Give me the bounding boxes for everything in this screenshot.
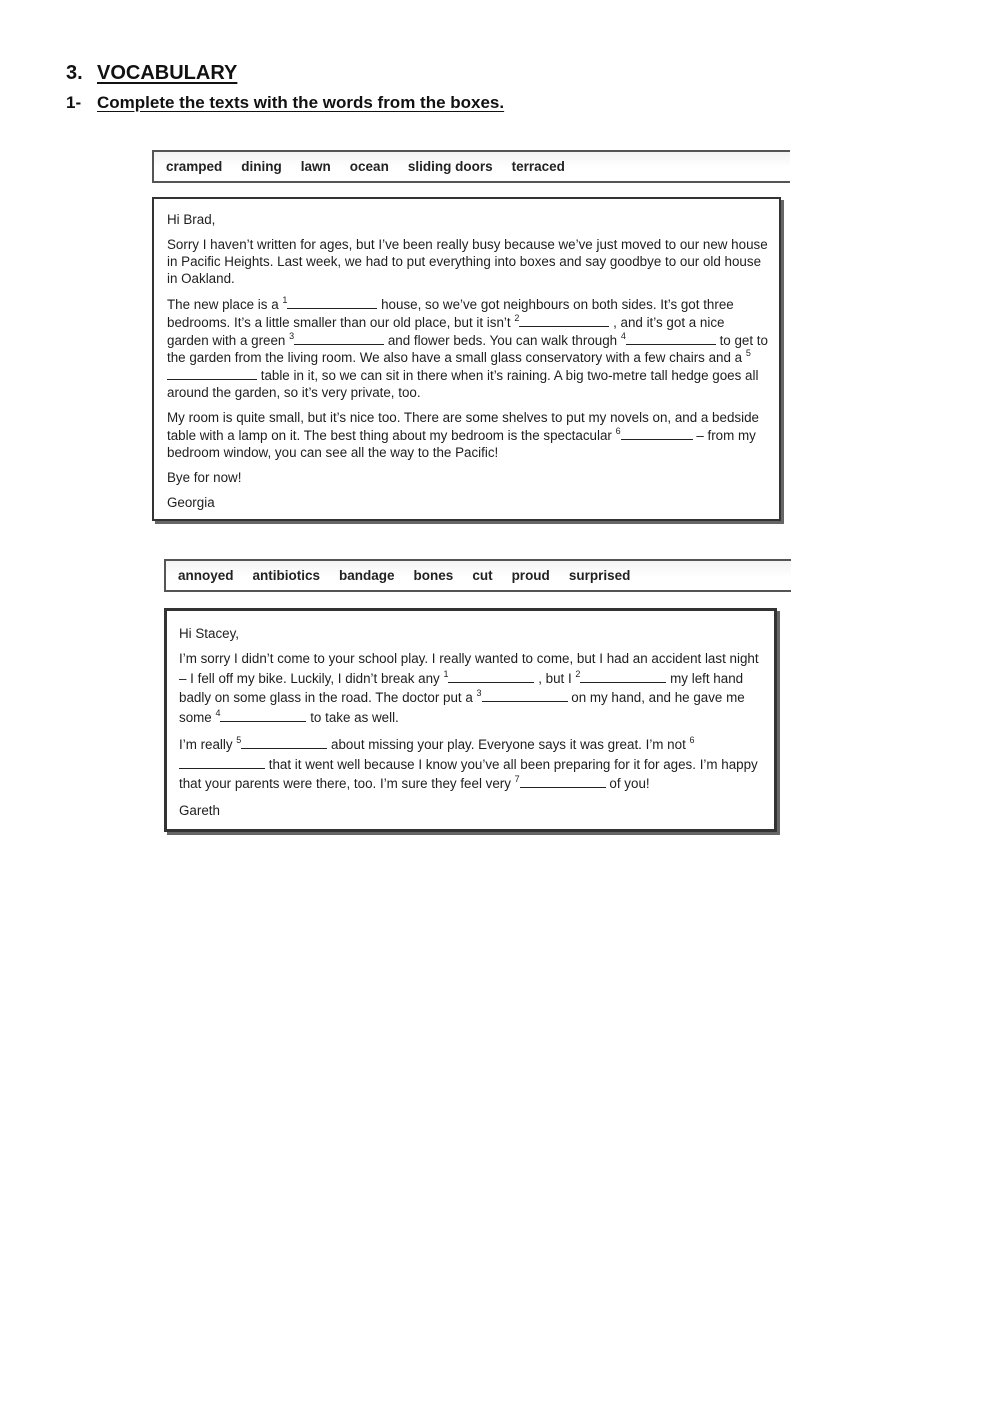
word-box-2-item: bandage (339, 568, 395, 583)
gap-number: 2 (575, 668, 581, 679)
word-box-2-item: surprised (568, 568, 631, 583)
gap-2-blank[interactable] (519, 313, 609, 327)
letter-2 (164, 608, 777, 832)
gap-number: 1 (282, 295, 288, 305)
gap-4-blank[interactable] (220, 708, 306, 722)
gap-number: 4 (215, 707, 221, 718)
gap-6-blank[interactable] (621, 426, 693, 440)
letter-2-paragraph-2: I’m really $^5$ about missing your play. Everyone says it was great. I’m not $^6$ that it went well because I know you’ve all been preparing for it for ages. I’m happy that your parents were there, too. I’m sure they feel very $^7$ of you! (179, 735, 758, 791)
gap-number: 5 (236, 735, 242, 745)
word-box-1 (152, 150, 790, 183)
word-box-2-item: proud (511, 568, 550, 583)
gap-number: 7 (514, 774, 520, 784)
gap-4-blank[interactable] (626, 331, 716, 345)
gap-1-blank[interactable] (287, 295, 377, 309)
word-box-1-item: ocean (349, 159, 389, 174)
letter-2-paragraph-1: I’m sorry I didn’t come to your school play. I really wanted to come, but I had an accident last night – I fell off my bike. Luckily, I didn’t break any $^1$ , but I $^2$ my left hand badly on some glass in the road. The doctor put a $^3$ on my hand, and he gave me some $^4$ to take as well. (179, 651, 759, 725)
letter-1-paragraph-3: My room is quite small, but it’s nice too. There are some shelves to put my novels on, and a bedside table with a lamp on it. The best thing about my bedroom is the spectacular $^6$ – from my bedroom window, you can see all the way to the Pacific! (167, 410, 759, 460)
word-box-1-item: cramped (166, 159, 223, 174)
gap-number: 3 (476, 688, 482, 698)
word-box-2-item: annoyed (178, 568, 234, 583)
gap-2-blank[interactable] (580, 669, 666, 683)
letter-2-signature: Gareth (179, 802, 220, 818)
gap-number: 1 (443, 668, 449, 679)
gap-7-blank[interactable] (520, 774, 606, 788)
letter-1-paragraph-1: Sorry I haven’t written for ages, but I’ve been really busy because we’ve just moved to our new house in Pacific Heights. Last week, we had to put everything into boxes and say goodbye to our old house in Oakland. (167, 237, 768, 286)
section-title: VOCABULARY (97, 62, 238, 84)
exercise-heading (66, 93, 504, 113)
gap-3-blank[interactable] (294, 331, 384, 345)
exercise-number: 1- (66, 93, 82, 112)
letter-1-paragraph-2: The new place is a $^1$ house, so we’ve got neighbours on both sides. It’s got three bedrooms. It’s a little smaller than our old place, but it isn’t $^2$ , and it’s got a nice garden with a green $^3$ and flower beds. You can walk through $^4$ to get to the garden from the living room. We also have a small glass conservatory with a few chairs and a $^5$ table in it, so we can sit in there when it’s raining. A big two-metre tall hedge goes all around the garden, so it’s very private, too. (167, 295, 768, 400)
word-box-1-item: sliding doors (407, 159, 493, 174)
exercise-instruction: Complete the texts with the words from the boxes. (97, 93, 505, 112)
section-number: 3. (66, 62, 83, 84)
gap-5-blank[interactable] (241, 735, 327, 749)
section-heading (66, 62, 237, 85)
gap-number: 4 (620, 331, 626, 341)
gap-1-blank[interactable] (448, 669, 534, 683)
word-box-2-item: cut (472, 568, 493, 583)
letter-1-closing: Bye for now! (167, 470, 242, 485)
word-box-2-item: antibiotics (252, 568, 321, 583)
gap-number: 5 (745, 348, 751, 358)
word-box-1-item: dining (241, 159, 282, 174)
letter-2-greeting: Hi Stacey, (179, 626, 240, 641)
gap-5-blank[interactable] (167, 366, 257, 380)
gap-number: 3 (289, 331, 295, 341)
gap-number: 6 (689, 735, 695, 745)
letter-1-signature: Georgia (167, 495, 215, 510)
word-box-2-item: bones (413, 568, 454, 583)
gap-number: 6 (615, 426, 621, 436)
gap-3-blank[interactable] (482, 688, 568, 702)
gap-6-blank[interactable] (179, 755, 265, 769)
word-box-2 (164, 559, 791, 592)
gap-number: 2 (514, 313, 520, 323)
word-box-1-item: terraced (511, 159, 565, 174)
letter-1-greeting: Hi Brad, (167, 212, 216, 227)
letter-1 (152, 197, 781, 521)
word-box-1-item: lawn (300, 159, 331, 174)
